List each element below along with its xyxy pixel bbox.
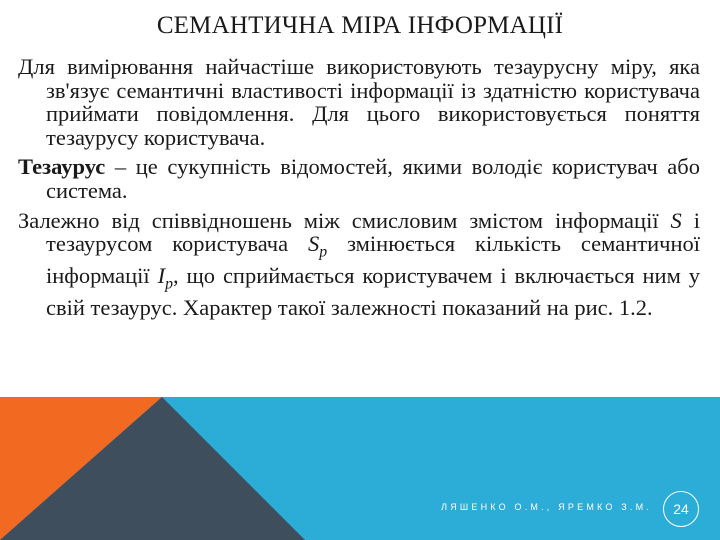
paragraph-thesaurus-measure: Для вимірювання найчастіше використовують тезаурусну міру, яка зв'язує семантичні властивості інформації із здатністю користувача приймати повідомлення. Для цього використовується поняття тезаурусу користувача. — [18, 54, 700, 150]
dependence-text-4: , що сприймається користувачем і включається ним у свій тезаурус. Характер такої залежності показаний на рис. 1.2. — [46, 263, 700, 321]
term-thesaurus: Тезаурус — [18, 154, 106, 180]
dependence-text-3: змінюється кількість семантичної інформації — [46, 231, 700, 289]
symbol-ip-base: I — [157, 263, 166, 289]
dependence-text-1: Залежно від співвідношень між смисловим змістом інформації — [18, 207, 671, 233]
symbol-sp-base: S — [308, 231, 320, 257]
slide-title: СЕМАНТИЧНА МІРА ІНФОРМАЦІЇ — [156, 12, 564, 39]
page-number-badge: 24 — [663, 491, 699, 527]
dependence-text-2: і тезаурусом користувача — [46, 207, 700, 257]
symbol-sp-sub: p — [319, 243, 328, 261]
definition-text: – це сукупність відомостей, якими володіє користувач або система. — [46, 154, 700, 203]
author-credit: ЛЯШЕНКО О.М., ЯРЕМКО З.М. — [441, 502, 652, 512]
symbol-ip-sub: p — [165, 275, 173, 293]
symbol-s: S — [670, 207, 682, 233]
